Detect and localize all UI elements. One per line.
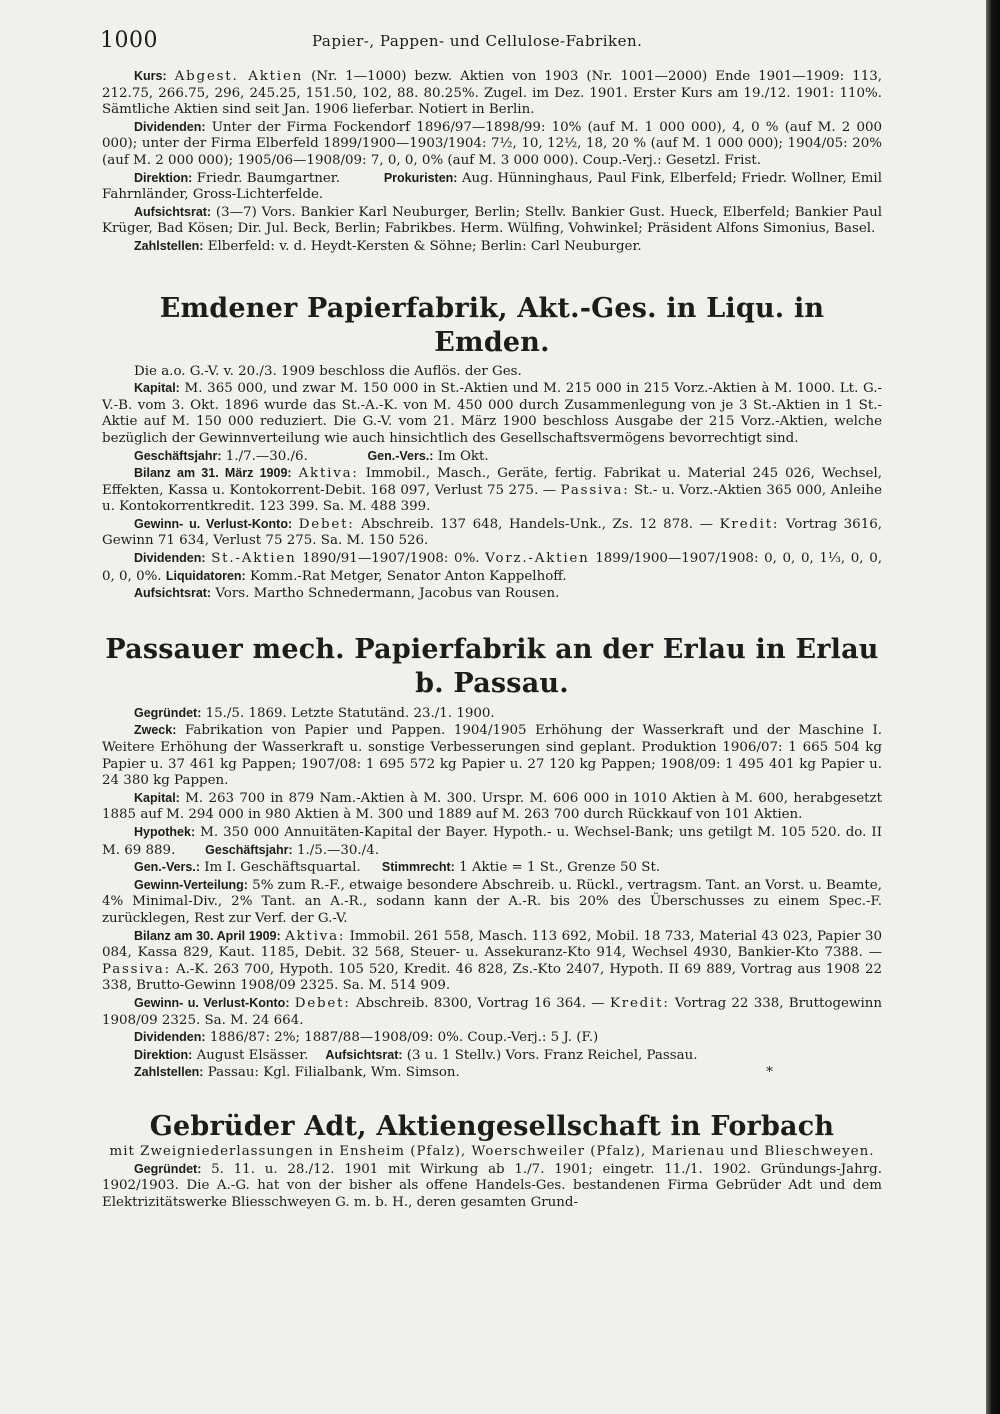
debet-word: Debet: (298, 516, 355, 532)
zweck-text: Fabrikation von Papier und Pappen. 1904/1905 Erhöhung der Wasserkraft und der Maschine I. Weitere Erhöhung der Wasserkraft u. sonstige Verbesserungen sind geplant. Produktion 1906/07: 1 665 504 kg Papier u. 37 461 kg Pappen; 1907/08: 1 695 572 kg Papier u. 27 120 kg Pappen; 1908/09: 1 495 401 kg Papier u. 24 380 kg Pappen. (102, 723, 882, 789)
kapital-label: Kapital: (134, 381, 180, 396)
kredit-text: Vortrag 3616, Gewinn 71 634, Verlust 75 275. Sa. M. 150 526. (102, 516, 883, 549)
running-title: Papier-, Pappen- und Cellulose-Fabriken. (312, 32, 643, 50)
st-aktien-word: St.-Aktien (211, 551, 297, 567)
vorz-aktien-word: Vorz.-Aktien (485, 551, 590, 567)
dividenden-paragraph (102, 550, 882, 585)
geschaeftsjahr-label: Geschäftsjahr: (205, 842, 293, 857)
vorz-aktien-text: 1899/1900—1907/1908: 0, 0, 0, 1⅓, 0, 0, 0, 0, 0%. (102, 551, 882, 584)
direktion-text: Friedr. Baumgartner. (196, 170, 340, 186)
aufsichtsrat-paragraph (102, 204, 882, 238)
gewinn-verteilung-paragraph (102, 877, 882, 928)
aufsichtsrat-text: (3 u. 1 Stellv.) Vors. Franz Reichel, Passau. (406, 1047, 698, 1063)
prokuristen-label: Prokuristen: (383, 170, 458, 185)
gegruendet-paragraph (102, 705, 882, 723)
gen-vers-label: Gen.-Vers.: (134, 860, 200, 875)
kapital-paragraph (102, 380, 882, 447)
hypothek-paragraph (102, 824, 882, 859)
dividenden-paragraph (102, 1029, 882, 1047)
debet-word: Debet: (294, 995, 351, 1011)
direktion-text: August Elsässer. (196, 1047, 309, 1063)
gewinn-paragraph (102, 995, 882, 1029)
liquidatoren-text: Komm.-Rat Metger, Senator Anton Kappelhoff. (249, 568, 567, 584)
stimmrecht-text: 1 Aktie = 1 St., Grenze 50 St. (459, 860, 661, 876)
aufsichtsrat-label: Aufsichtsrat: (134, 586, 212, 601)
dividenden-paragraph (102, 119, 882, 170)
prokuristen-text: Aug. Hünninghaus, Paul Fink, Elberfeld; Friedr. Wollner, Emil Fahrnländer, Gross-Lichterfelde. (102, 170, 882, 203)
gewinn-label: Gewinn- u. Verlust-Konto: (134, 995, 290, 1010)
aktiva-text: Immobil., Masch., Geräte, fertig. Fabrikat u. Material 245 026, Wechsel, Effekten, Kassa u. Kontokorrent-Debit. 168 097, Verlust 75 275. — (102, 466, 882, 498)
bilanz-label: Bilanz am 30. April 1909: (134, 928, 281, 943)
zahlstellen-label: Zahlstellen: (134, 1065, 204, 1080)
aufsichtsrat-label: Aufsichtsrat: (325, 1047, 403, 1062)
hypothek-text: M. 350 000 Annuitäten-Kapital der Bayer. Hypoth.- u. Wechsel-Bank; uns getilgt M. 105 520. do. II M. 69 889. (102, 825, 882, 858)
entry-previous-company (102, 68, 882, 256)
geschaeftsjahr-label: Geschäftsjahr: (134, 448, 222, 463)
intro-paragraph: Die a.o. G.-V. v. 20./3. 1909 beschloss die Auflös. der Ges. (134, 363, 522, 379)
kurs-label: Kurs: (134, 69, 167, 83)
kredit-word: Kredit: (719, 516, 780, 532)
company-title: Emdener Papierfabrik, Akt.-Ges. in Liqu. in Emden. (159, 292, 825, 358)
kurs-paragraph (102, 68, 882, 119)
bilanz-paragraph (102, 465, 882, 516)
gegruendet-text: 15./5. 1869. Letzte Statutänd. 23./1. 1900. (205, 705, 495, 721)
gegruendet-label: Gegründet: (134, 1161, 202, 1176)
asterisk-mark: * (766, 1065, 773, 1081)
gen-vers-label: Gen.-Vers.: (367, 448, 434, 463)
kapital-paragraph (102, 790, 882, 824)
entry-passauer-papierfabrik (102, 633, 882, 1082)
kurs-text: (Nr. 1—1000) bezw. Aktien von 1903 (Nr. 1001—2000) Ende 1901—1909: 113, 212.75, 266.75, 296, 245.25, 151.50, 102, 88. 80.25%. Zugel. im Dez. 1901. Erster Kurs am 19./12. 1901: 110%. Sämtliche Aktien sind seit Jan. 1906 lieferbar. Notiert in Berlin. (102, 69, 883, 118)
gegruendet-label: Gegründet: (134, 705, 202, 720)
direktion-label: Direktion: (134, 170, 193, 185)
bilanz-label: Bilanz am 31. März 1909: (134, 466, 292, 481)
gegruendet-paragraph (102, 1161, 882, 1212)
kapital-text: M. 263 700 in 879 Nam.-Aktien à M. 300. Urspr. M. 606 000 in 1010 Aktien à M. 600, herabgesetzt 1885 auf M. 294 000 in 980 Aktien à M. 300 und 1889 auf M. 263 700 durch Rückkauf von 101 Aktien. (102, 790, 882, 823)
aufsichtsrat-text: Vors. Martho Schnedermann, Jacobus van Rousen. (215, 586, 560, 602)
gegruendet-text: 5. 11. u. 28./12. 1901 mit Wirkung ab 1./7. 1901; eingetr. 11./1. 1902. Gründungs-Jahrg. 1902/1903. Die A.-G. hat von der bisher als offene Handels-Ges. bestandenen Firma Gebrüder Adt und dem Elektrizitätswerke Bliesschweyen G. m. b. H., deren gesamten Grund- (102, 1161, 882, 1210)
direktion-label: Direktion: (134, 1047, 193, 1062)
dividenden-text: Unter der Firma Fockendorf 1896/97—1898/99: 10% (auf M. 1 000 000), 4, 0 % (auf M. 2 000 000); unter der Firma Elberfeld 1899/1900—1903/1904: 7½, 10, 12½, 18, 20 % (auf M. 1 000 000); 1904/05: 20% (auf M. 2 000 000); 1905/06—1908/09: 7, 0, 0, 0% (auf M. 3 000 000). Coup.-Verj.: Gesetzl. Frist. (102, 119, 883, 168)
company-title: Passauer mech. Papierfabrik an der Erlau in Erlau b. Passau. (105, 633, 879, 699)
company-subtitle: mit Zweigniederlassungen in Ensheim (Pfalz), Woerschweiler (Pfalz), Marienau und Blieschweyen. (109, 1143, 875, 1159)
passiva-text: St.- u. Vorz.-Aktien 365 000, Anleihe u. Kontokorrentkredit. 123 399. Sa. M. 488 399. (102, 482, 882, 515)
passiva-word: Passiva: (560, 482, 630, 498)
zweck-paragraph (102, 722, 882, 789)
page-number: 1000 (100, 28, 158, 53)
kredit-word: Kredit: (609, 995, 670, 1011)
kapital-label: Kapital: (134, 790, 180, 805)
zahlstellen-paragraph (102, 238, 882, 256)
aufsichtsrat-text: (3—7) Vors. Bankier Karl Neuburger, Berlin; Stellv. Bankier Gust. Hueck, Elberfeld; Bankier Paul Krüger, Bad Kösen; Dir. Jul. Beck, Berlin; Fabrikbes. Herm. Wülfing, Vohwinkel; Präsident Alfons Simonius, Basel. (102, 204, 882, 237)
entry-gebrueder-adt (102, 1110, 882, 1211)
page-header (100, 28, 890, 52)
zweck-label: Zweck: (134, 723, 177, 738)
gewinn-label: Gewinn- u. Verlust-Konto: (134, 516, 293, 531)
bilanz-paragraph (102, 928, 882, 995)
liquidatoren-label: Liquidatoren: (165, 568, 246, 583)
dividenden-label: Dividenden: (134, 1030, 206, 1045)
dividenden-label: Dividenden: (134, 551, 206, 566)
gewinn-verteilung-label: Gewinn-Verteilung: (134, 877, 248, 892)
zahlstellen-text: Elberfeld: v. d. Heydt-Kersten & Söhne; Berlin: Carl Neuburger. (207, 238, 642, 254)
zahlstellen-label: Zahlstellen: (134, 238, 204, 253)
aktiva-word: Aktiva: (285, 928, 346, 944)
dividenden-label: Dividenden: (134, 119, 206, 134)
dividenden-text: 1886/87: 2%; 1887/88—1908/09: 0%. Coup.-Verj.: 5 J. (F.) (209, 1030, 599, 1046)
aktiva-word: Aktiva: (298, 466, 359, 482)
aktiva-text: Immobil. 261 558, Masch. 113 692, Mobil. 18 733, Material 43 023, Papier 30 084, Kassa 829, Kaut. 1185, Debit. 32 568, Steuer- u. Assekuranz-Kto 914, Wechsel 4930, Bankier-Kto 7388. — (102, 928, 883, 961)
st-aktien-text: 1890/91—1907/1908: 0%. (302, 551, 480, 567)
gen-vers-paragraph (102, 859, 882, 877)
debet-text: Abschreib. 137 648, Handels-Unk., Zs. 12 878. — (361, 516, 713, 532)
kredit-text: Vortrag 22 338, Bruttogewinn 1908/09 2325. Sa. M. 24 664. (102, 995, 882, 1028)
gen-vers-text: Im Okt. (437, 448, 489, 464)
debet-text: Abschreib. 8300, Vortrag 16 364. — (355, 995, 605, 1011)
gewinn-paragraph (102, 516, 882, 550)
gewinn-verteilung-text: 5% zum R.-F., etwaige besondere Abschreib. u. Rückl., vertragsm. Tant. an Vorst. u. Beamte, 4% Minimal-Div., 2% Tant. an A.-R., sodann kann der A.-R. bis 20% des Überschusses zu einem Spec.-F. zurücklegen, Rest zur Verf. der G.-V. (102, 877, 882, 926)
gen-vers-text: Im I. Geschäftsquartal. (204, 860, 361, 876)
geschaeftsjahr-text: 1./7.—30./6. (225, 448, 308, 464)
passiva-text: A.-K. 263 700, Hypoth. 105 520, Kredit. 46 828, Zs.-Kto 2407, Hypoth. II 69 889, Vortrag aus 1908 22 338, Brutto-Gewinn 1908/09 2325. Sa. M. 514 909. (102, 961, 882, 994)
direktion-paragraph (102, 170, 882, 204)
passiva-word: Passiva: (102, 961, 171, 977)
aufsichtsrat-label: Aufsichtsrat: (134, 204, 212, 219)
zahlstellen-text: Passau: Kgl. Filialbank, Wm. Simson. (207, 1065, 460, 1081)
entry-emdener-papierfabrik (102, 292, 882, 603)
aufsichtsrat-paragraph (102, 585, 882, 603)
scan-edge-shadow (986, 0, 1000, 1414)
kurs-spaced: Abgest. Aktien (174, 69, 304, 84)
page-content (102, 68, 882, 1211)
geschaeftsjahr-text: 1./5.—30./4. (296, 842, 379, 858)
hypothek-label: Hypothek: (134, 825, 196, 839)
geschaeftsjahr-paragraph (102, 448, 882, 466)
stimmrecht-label: Stimmrecht: (381, 860, 455, 875)
direktion-paragraph (102, 1047, 882, 1065)
zahlstellen-paragraph (102, 1064, 882, 1082)
company-title: Gebrüder Adt, Aktiengesellschaft in Forbach (149, 1110, 835, 1142)
kapital-text: M. 365 000, und zwar M. 150 000 in St.-Aktien und M. 215 000 in 215 Vorz.-Aktien à M. 1000. Lt. G.-V.-B. vom 3. Okt. 1896 wurde das St.-A.-K. von M. 450 000 durch Zusammenlegung von je 3 St.-Aktien in 1 St.-Aktie auf M. 150 000 reduziert. Die G.-V. vom 21. März 1900 beschloss Ausgabe der 215 Vorz.-Aktien, welche bezüglich der Gewinnverteilung wie auch hinsichtlich des Gesellschaftsvermögens bevorrechtigt sind. (102, 381, 882, 446)
